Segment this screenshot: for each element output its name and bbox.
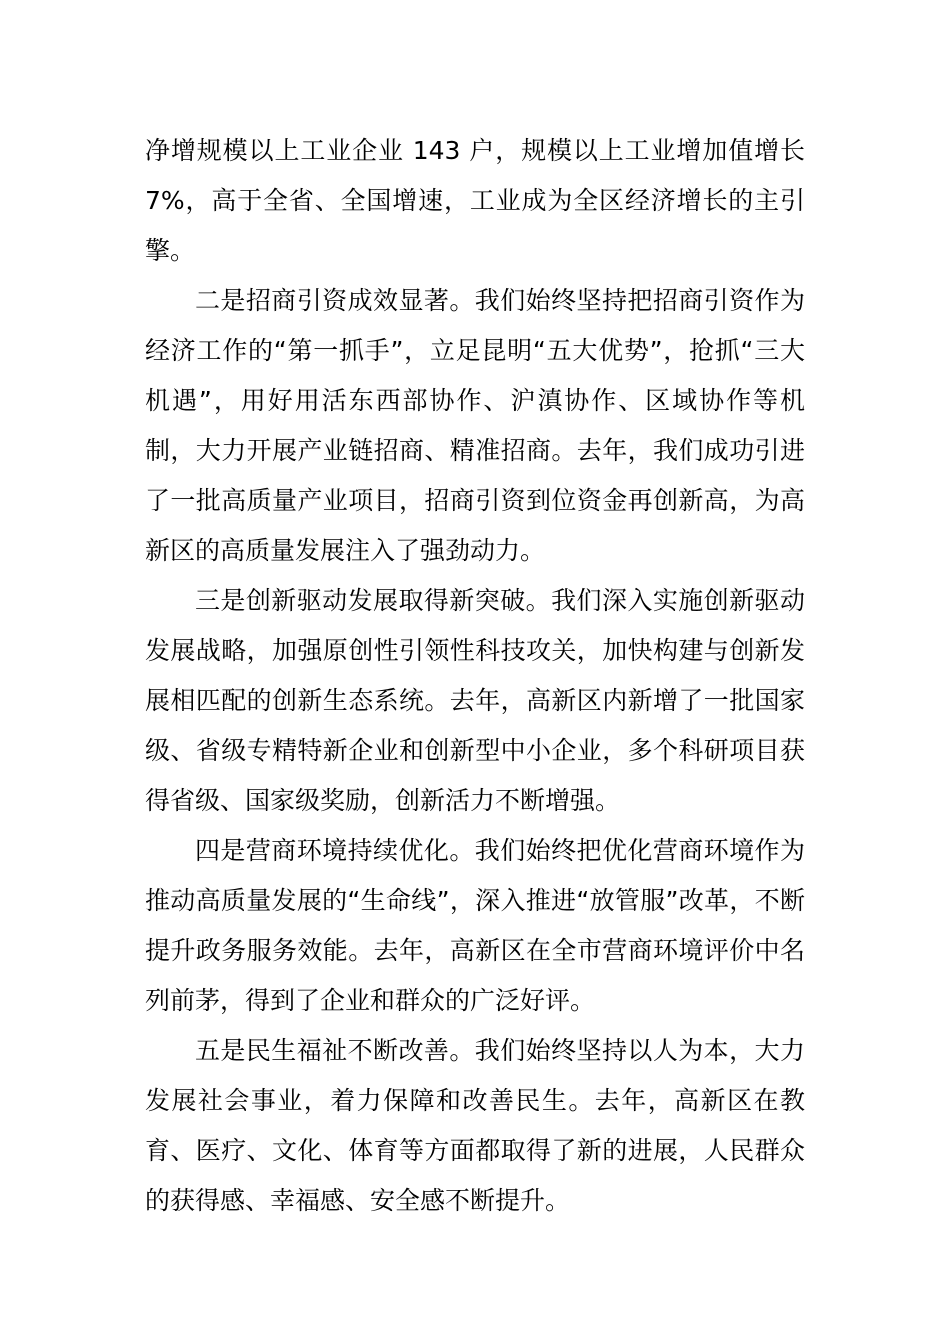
paragraph-industry-growth: 净增规模以上工业企业 143 户，规模以上工业增加值增长 7%，高于全省、全国增速，工业成为全区经济增长的主引擎。 [145,136,805,265]
paragraph-business-environment: 四是营商环境持续优化。我们始终把优化营商环境作为推动高质量发展的“生命线”，深入推进“放管服”改革，不断提升政务服务效能。去年，高新区在全市营商环境评价中名列前茅，得到了企业和群众的广泛好评。 [145,836,805,1015]
paragraph-investment: 二是招商引资成效显著。我们始终坚持把招商引资作为经济工作的“第一抓手”，立足昆明“五大优势”，抢抓“三大机遇”，用好用活东西部协作、沪滇协作、区域协作等机制，大力开展产业链招商、精准招商。去年，我们成功引进了一批高质量产业项目，招商引资到位资金再创新高，为高新区的高质量发展注入了强劲动力。 [145,286,805,565]
paragraph-innovation: 三是创新驱动发展取得新突破。我们深入实施创新驱动发展战略，加强原创性引领性科技攻关，加快构建与创新发展相匹配的创新生态系统。去年，高新区内新增了一批国家级、省级专精特新企业和创新型中小企业，多个科研项目获得省级、国家级奖励，创新活力不断增强。 [145,586,805,815]
document-page [145,126,805,1226]
paragraph-livelihood: 五是民生福祉不断改善。我们始终坚持以人为本，大力发展社会事业，着力保障和改善民生。去年，高新区在教育、医疗、文化、体育等方面都取得了新的进展，人民群众的获得感、幸福感、安全感不断提升。 [145,1036,805,1215]
